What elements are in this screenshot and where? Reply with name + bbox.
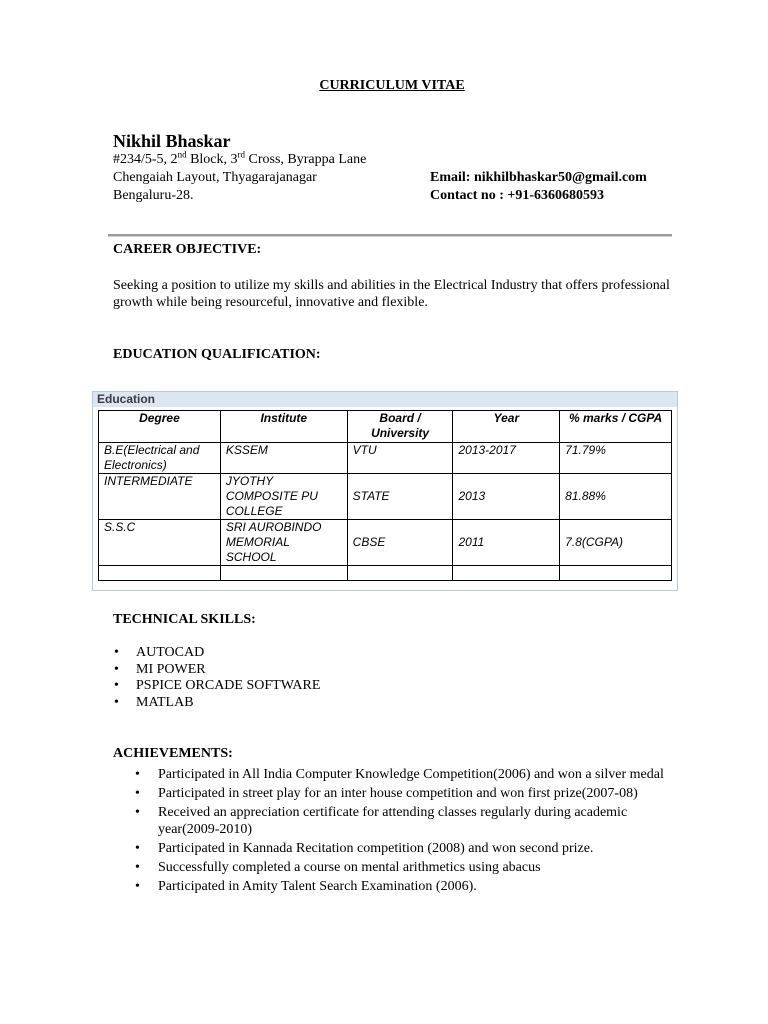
candidate-name: Nikhil Bhaskar — [113, 131, 231, 151]
table-row-empty — [99, 566, 672, 581]
table-cell: 2011 — [453, 520, 560, 566]
table-row — [99, 443, 672, 474]
address-line-3: Bengaluru-28. — [113, 188, 194, 203]
email-text: Email: nikhilbhaskar50@gmail.com — [430, 170, 647, 185]
column-header-year: Year — [453, 411, 560, 443]
career-objective-heading: CAREER OBJECTIVE: — [113, 242, 262, 257]
technical-skills-heading: TECHNICAL SKILLS: — [113, 612, 256, 627]
list-item: • MI POWER — [113, 661, 320, 678]
table-cell: 2013 — [453, 474, 560, 520]
contact-block — [430, 169, 647, 205]
list-item: • Received an appreciation certificate for attending classes regularly during academic year(2009-2010) — [113, 804, 673, 838]
column-header-degree: Degree — [99, 411, 221, 443]
table-cell: 71.79% — [560, 443, 672, 474]
table-cell: JYOTHY COMPOSITE PU COLLEGE — [220, 474, 347, 520]
table-cell: B.E(Electrical and Electronics) — [99, 443, 221, 474]
list-item: • PSPICE ORCADE SOFTWARE — [113, 677, 320, 694]
table-cell: 81.88% — [560, 474, 672, 520]
phone-text: Contact no : +91-6360680593 — [430, 188, 605, 203]
list-item: • AUTOCAD — [113, 644, 320, 661]
technical-skills-list — [113, 644, 320, 710]
table-cell: KSSEM — [220, 443, 347, 474]
column-header-institute: Institute — [220, 411, 347, 443]
table-cell: 2013-2017 — [453, 443, 560, 474]
document-title: CURRICULUM VITAE — [319, 78, 465, 93]
address-line-2: Chengaiah Layout, Thyagarajanagar — [113, 170, 317, 185]
list-item: • Participated in Kannada Recitation competition (2008) and won second prize. — [113, 840, 673, 857]
section-divider — [108, 234, 672, 237]
achievements-heading: ACHIEVEMENTS: — [113, 746, 233, 761]
table-cell: S.S.C — [99, 520, 221, 566]
list-item: • MATLAB — [113, 694, 320, 711]
education-label-band — [93, 392, 677, 407]
education-label: Education — [97, 392, 156, 406]
table-cell: CBSE — [347, 520, 453, 566]
address-line-1: #234/5-5, 2nd Block, 3rd Cross, Byrappa Lane — [113, 149, 367, 167]
table-cell: STATE — [347, 474, 453, 520]
table-row — [99, 520, 672, 566]
table-cell: VTU — [347, 443, 453, 474]
table-row — [99, 474, 672, 520]
education-table — [98, 410, 672, 581]
table-cell: SRI AUROBINDO MEMORIAL SCHOOL — [220, 520, 347, 566]
list-item: • Successfully completed a course on mental arithmetics using abacus — [113, 859, 673, 876]
list-item: • Participated in Amity Talent Search Examination (2006). — [113, 878, 673, 895]
column-header-board: Board / University — [347, 411, 453, 443]
address-block — [113, 151, 413, 205]
table-header-row — [99, 411, 672, 443]
column-header-marks: % marks / CGPA — [560, 411, 672, 443]
list-item: • Participated in street play for an inter house competition and won first prize(2007-08) — [113, 785, 673, 802]
table-cell: 7.8(CGPA) — [560, 520, 672, 566]
career-objective-text: Seeking a position to utilize my skills and abilities in the Electrical Industry that offers professional growth while being resourceful, innovative and flexible. — [113, 278, 670, 310]
achievements-list — [113, 766, 673, 895]
table-cell: INTERMEDIATE — [99, 474, 221, 520]
list-item: • Participated in All India Computer Knowledge Competition(2006) and won a silver medal — [113, 766, 673, 783]
education-heading: EDUCATION QUALIFICATION: — [113, 347, 321, 362]
